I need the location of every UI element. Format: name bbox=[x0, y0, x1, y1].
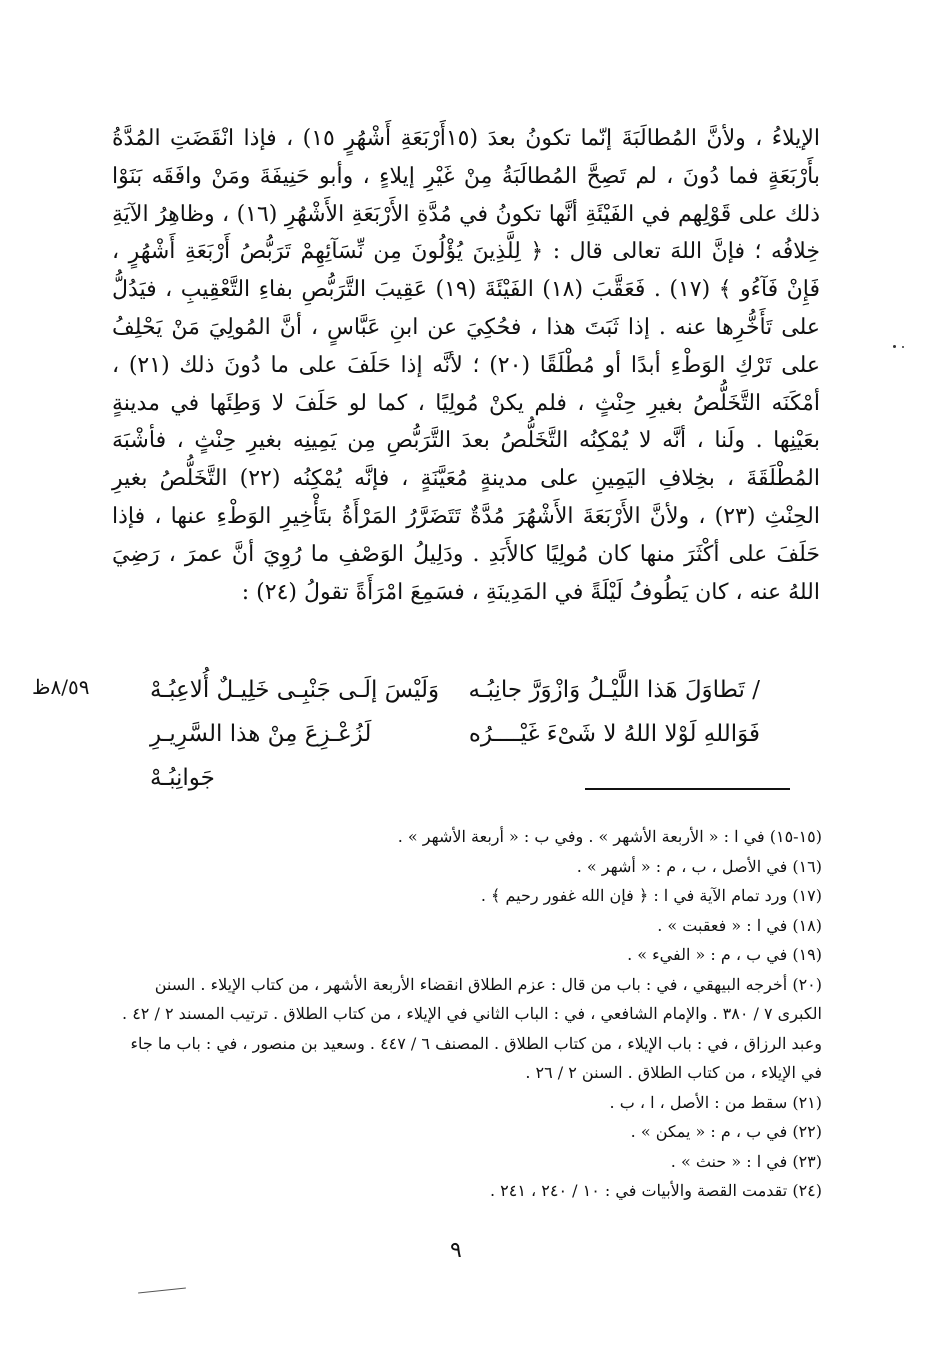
footnote: (٢١) سقط من : الأصل ، ا ، ب . bbox=[609, 1092, 822, 1112]
footnote: (٢٢) في ب ، م : « يمكن » . bbox=[630, 1122, 822, 1141]
main-text-block bbox=[112, 120, 820, 611]
manuscript-folio-note: ٨/٥٩ظ bbox=[32, 675, 90, 699]
verse-first-hemistich: فَوَاللهِ لَوْلا اللهُ لا شَىْءَ غَيْــــرُه bbox=[468, 721, 760, 747]
footnote-separator bbox=[585, 788, 790, 790]
poem-verse bbox=[150, 712, 760, 791]
scan-artifact-line bbox=[138, 1287, 186, 1293]
verse-second-hemistich: لَزُعْـزِعَ مِنْ هذا السَّرِيـرِ جَوانِبُـهْ bbox=[150, 721, 372, 791]
scan-speck bbox=[902, 346, 904, 348]
page-number: ٩ bbox=[450, 1238, 462, 1263]
footnotes bbox=[110, 822, 822, 1206]
footnote: (١٦) في الأصل ، ب ، م : « أشهر » . bbox=[576, 856, 822, 876]
footnote: (١٩) في ب ، م : « الفيء » . bbox=[627, 945, 822, 964]
verse-first-hemistich: / تَطاوَلَ هَذا اللَّيْـلُ وَازْوَرَّ جانِبُـه bbox=[468, 677, 760, 703]
footnote: (١٥-١٥) في ا : « الأربعة الأشهر » . وفي ب : « أربعة الأشهر » . bbox=[397, 827, 822, 846]
poem-verse bbox=[150, 668, 760, 712]
verse-second-hemistich: وَلَيْسَ إلَـى جَنْبِـى خَلِيـلٌ أُلاعِبُـهْ bbox=[150, 677, 440, 703]
footnote: (٢٠) أخرجه البيهقي ، في : باب من قال : عزم الطلاق انقضاء الأربعة الأشهر ، من كتاب الإيلاء . السنن الكبرى ٧ / ٣٨٠ . والإمام الشافعي ، في : الباب الثاني في الإيلاء ، من كتاب الطلاق . ترتيب المسند ٢ / ٤٢ . وعبد الرزاق ، في : باب الإيلاء ، من كتاب الطلاق . المصنف ٦ / ٤٤٧ . وسعيد بن منصور ، في : باب ما جاء في الإيلاء ، من كتاب الطلاق . السنن ٢ / ٢٦ . bbox=[122, 974, 822, 1082]
body-paragraph: الإيلاءُ ، ولأنَّ المُطالَبَةَ إنّما تكونُ بعدَ (١٥أَرْبَعَةِ أَشْهُرٍ ١٥) ، فإذا انْقَضَتِ المُدَّةُ بأَرْبَعَةٍ فما دُونَ ، لم تَصِحَّ المُطالَبَةُ مِنْ غَيْرِ إيلاءٍ ، وأبو حَنِيفَةَ ومَنْ وافَقَه بَنَوْا ذلك على قَوْلِهم في الفَيْئَةِ أنَّها تكونُ في مُدَّةِ الأَرْبَعَةِ الأَشْهُرِ (١٦) ، وظاهِرُ الآيَةِ خِلافُه ؛ فإنَّ اللهَ تعالى قال : ﴿ لِلَّذِينَ يُؤْلُونَ مِن نِّسَآئِهِمْ تَرَبُّصُ أَرْبَعَةِ أَشْهُرٍ ، فَإِنْ فَآءُو ﴾ (١٧) . فَعَقَّبَ (١٨) الفَيْئَةَ (١٩) عَقِيبَ التَّرَبُّصِ بفاءِ التَّعْقِيبِ ، فيَدُلُّ على تَأَخُّرِها عنه . إذا ثَبَتَ هذا ، فحُكِيَ عن ابنِ عَبَّاسٍ ، أنَّ المُولِيَ مَنْ يَحْلِفُ على تَرْكِ الوَطْءِ أبدًا أو مُطْلَقًا (٢٠) ؛ لأنَّه إذا حَلَفَ على ما دُونَ ذلك (٢١) ، أمْكَنَه التَّخَلُّصُ بغيرِ حِنْثٍ ، فلم يكنْ مُولِيًا ، كما لو حَلَفَ لا وَطِئَها في مدينةٍ بعَيْنِها . ولَنا ، أنَّه لا يُمْكِنُه التَّخَلُّصُ بعدَ التَّرَبُّصِ مِن يَمِينِه بغيرِ حِنْثٍ ، فأشْبَهَ المُطْلَقَةَ ، بخِلافِ اليَمِينِ على مدينةٍ مُعَيَّنَةٍ ، فإنَّه يُمْكِنُه (٢٢) التَّخَلُّصُ بغيرِ الحِنْثِ (٢٣) ، ولأنَّ الأَرْبَعَةَ الأَشْهُرَ مُدَّةٌ تَتَضَرَّرُ المَرْأَةُ بتَأْخِيرِ الوَطْءِ عنها ، فإذا حَلَفَ على أكْثَرَ منها كان مُولِيًا كالأَبَدِ . ودَلِيلُ الوَصْفِ ما رُوِيَ أنَّ عمرَ ، رَضِيَ اللهُ عنه ، كان يَطُوفُ لَيْلَةً في المَدِينَةِ ، فسَمِعَ امْرَأَةً تقولُ (٢٤) : bbox=[112, 126, 821, 605]
footnote: (٢٤) تقدمت القصة والأبيات في : ١٠ / ٢٤٠ ، ٢٤١ . bbox=[489, 1181, 822, 1200]
footnote: (٢٣) في ا : « حنث » . bbox=[670, 1151, 822, 1171]
footnote: (١٧) ورد تمام الآية في ا : ﴿ فإن الله غفور رحيم ﴾ . bbox=[480, 886, 822, 905]
scan-speck bbox=[893, 345, 896, 348]
poem bbox=[150, 668, 760, 791]
footnote: (١٨) في ا : « فعقبت » . bbox=[657, 915, 822, 935]
